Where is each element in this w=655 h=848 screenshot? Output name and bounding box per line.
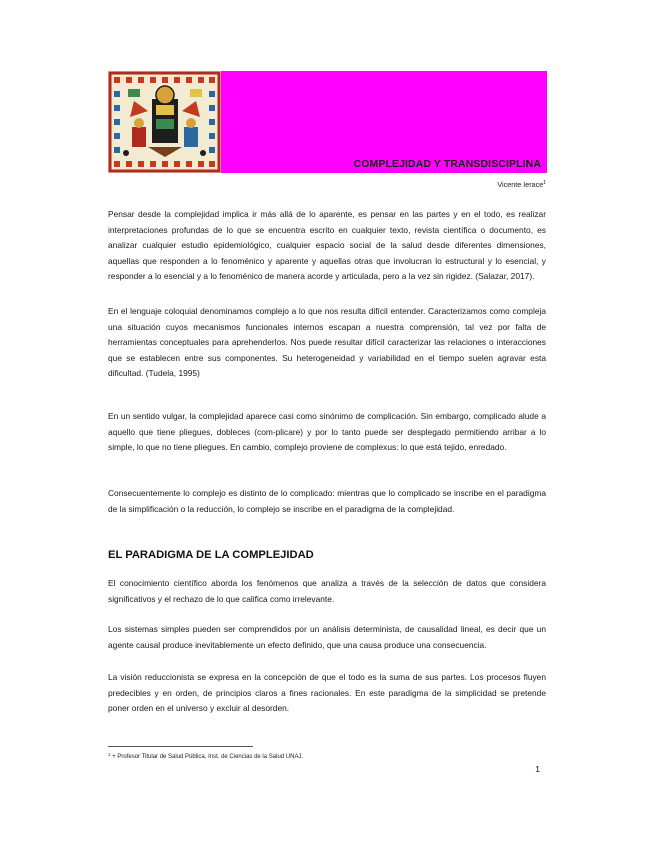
paragraph-4: Consecuentemente lo complejo es distinto de lo complicado: mientras que lo complicado se inscribe en el paradigma de la simplificación o la reducción, lo complejo se inscribe en el paradigma de la complejidad. (108, 488, 546, 514)
footnote-divider (108, 746, 253, 747)
footnote (108, 752, 303, 760)
author-name: Vicente Ierace (497, 180, 544, 189)
section-heading: EL PARADIGMA DE LA COMPLEJIDAD (108, 549, 314, 561)
paragraph-2: En el lenguaje coloquial denominamos complejo a lo que nos resulta difícil entender. Caracterizamos como compleja una situación cuyos mecanismos funcionales internos escapan a nuestra comprensión, tal vez por falta de herramientas conceptuales para aprehenderlos. Nos puede resultar difícil caracterizar las relaciones o interacciones que se establecen entre sus componentes. Su heterogeneidad y variabilidad en el tiempo suelen agravar esta dificultad. (Tudela, 1995) (108, 306, 546, 379)
author-footnote-marker: 1 (543, 180, 546, 186)
section-paragraph-2: Los sistemas simples pueden ser comprendidos por un análisis determinista, de causalidad lineal, es decir que un agente causal produce inevitablemente un efecto definido, que una causa produce una consecuencia. (108, 624, 546, 650)
document-title: COMPLEJIDAD Y TRANSDISCIPLINA (353, 158, 541, 170)
codex-illustration (108, 71, 221, 173)
section-paragraph-3: La visión reduccionista se expresa en la concepción de que el todo es la suma de sus partes. Los procesos fluyen predecibles y en orden, de principios claros a fines racionales. En este paradigma de la simplicidad se pretende poner orden en el universo y excluir al desorden. (108, 672, 546, 714)
footnote-text: + Profesor Titular de Salud Pública, Inst. de Ciencias de la Salud UNAJ. (112, 754, 304, 760)
section-paragraph-1: El conocimiento científico aborda los fenómenos que analiza a través de la selección de datos que considera significativos y el rechazo de lo que califica como irrelevante. (108, 578, 546, 604)
codex-image (108, 71, 221, 173)
footnote-marker: 1 (108, 752, 111, 757)
paragraph-1: Pensar desde la complejidad implica ir más allá de lo aparente, es pensar en las partes y en el todo, es realizar interpretaciones profundas de lo que se encuentra escrito en cualquier texto, revista científica o documento, es analizar cualquier estudio epidemiológico, cualquier espacio social de la salud desde diferentes dimensiones, aquellas que responden a lo fenoménico y aparente y aquellas otras que involucran lo estructural y lo esencial, y responder a lo esencial y a lo fenoménico de manera acorde y articulada, pero a la vez sin rigidez. (Salazar, 2017). (108, 209, 546, 282)
paragraph-3: En un sentido vulgar, la complejidad aparece casi como sinónimo de complicación. Sin embargo, complicado alude a aquello que tiene pliegues, dobleces (com-plicare) y por lo tanto puede ser desplegado permitiendo arribar a lo simple, lo que no tiene pliegues. En cambio, complejo proviene de complexus: lo que está tejido, enredado. (108, 411, 546, 453)
header-banner (108, 71, 547, 173)
author-line (497, 180, 546, 189)
page-number: 1 (535, 764, 540, 774)
